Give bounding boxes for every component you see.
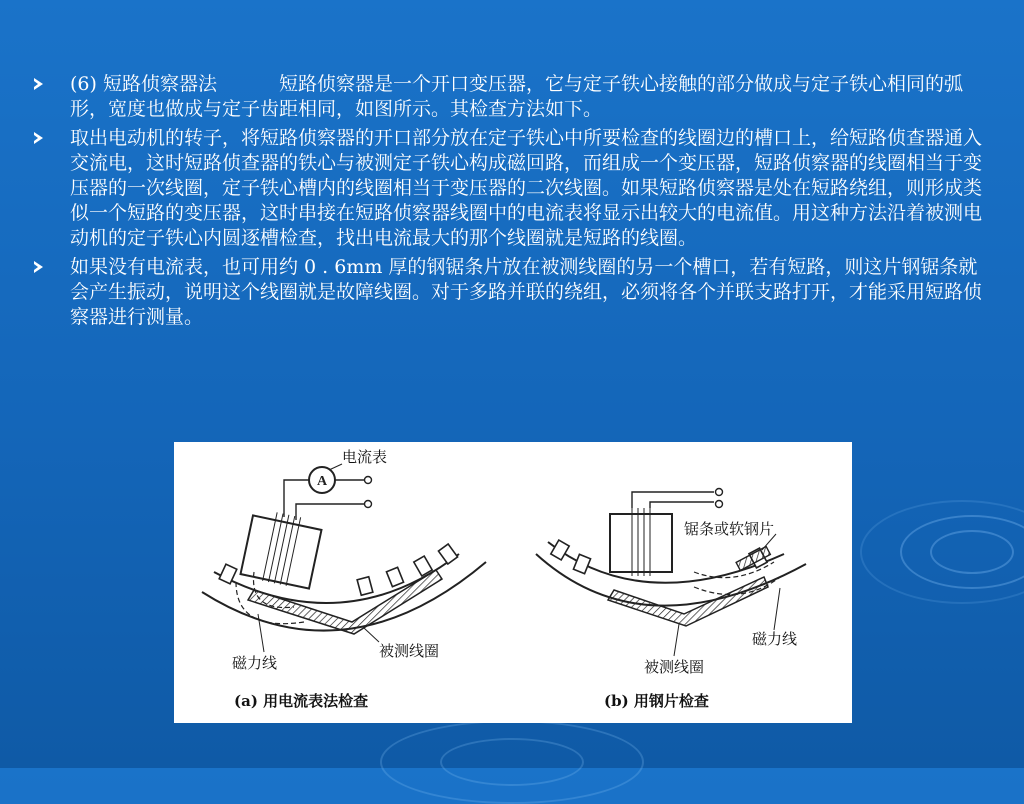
terminal: [365, 477, 372, 484]
bullet-list: [34, 72, 992, 334]
arrow-bullet-icon: [34, 132, 43, 144]
coil-under-test: [608, 577, 768, 626]
terminal: [716, 501, 723, 508]
panel-a-drawing: [202, 464, 486, 652]
caption-a: (a) 用电流表法检查: [234, 692, 369, 710]
bullet-title: (6) 短路侦察器法: [70, 73, 217, 95]
bullet-item: [34, 126, 992, 251]
bullet-item: [34, 72, 992, 122]
arrow-bullet-icon: [34, 78, 43, 90]
terminal: [716, 489, 723, 496]
ammeter-symbol: A: [316, 474, 328, 489]
strip-label: 锯条或软钢片: [684, 520, 775, 538]
caption-b: (b) 用钢片检查: [604, 692, 709, 710]
bullet-item: [34, 255, 992, 330]
ripple-decoration: [440, 738, 584, 786]
diagram-drawing: [174, 442, 852, 723]
flux-label-a: 磁力线: [232, 654, 278, 672]
bullet-text: 短路侦察器是一个开口变压器，它与定子铁心接触的部分做成与定子铁心相同的弧形，宽度也做成与定子齿距相同，如图所示。其检查方法如下。: [70, 73, 963, 120]
arrow-bullet-icon: [34, 261, 43, 273]
ripple-decoration: [860, 500, 1024, 604]
detector-core: [610, 514, 672, 572]
terminal: [365, 501, 372, 508]
bullet-text: 取出电动机的转子，将短路侦察器的开口部分放在定子铁心中所要检查的线圈边的槽口上，给短路侦查器通入交流电，这时短路侦查器的铁心与被测定子铁心构成磁回路，而组成一个变压器，短路侦察器的线圈相当于变压器的一次线圈，定子铁心槽内的线圈相当于变压器的二次线圈。如果短路侦察器是处在短路绕组，则形成类似一个短路的变压器，这时串接在短路侦察器线圈中的电流表将显示出较大的电流值。用这种方法沿着被测电动机的定子铁心内圆逐槽检查，找出电流最大的那个线圈就是短路的线圈。: [70, 127, 983, 249]
flux-label-b: 磁力线: [752, 630, 798, 648]
coil-label-a: 被测线圈: [379, 642, 440, 660]
lead-wire: [632, 492, 714, 508]
ammeter-label: 电流表: [342, 448, 388, 466]
short-circuit-detector-figure: [174, 442, 852, 723]
bullet-text: 如果没有电流表，也可用约 0 . 6mm 厚的钢锯条片放在被测线圈的另一个槽口，若有短路，则这片钢锯条就会产生振动，说明这个线圈就是故障线圈。对于多路并联的绕组，必须将各个并联支路打开，才能采用短路侦察器进行测量。: [70, 256, 983, 328]
coil-label-b: 被测线圈: [644, 658, 705, 676]
